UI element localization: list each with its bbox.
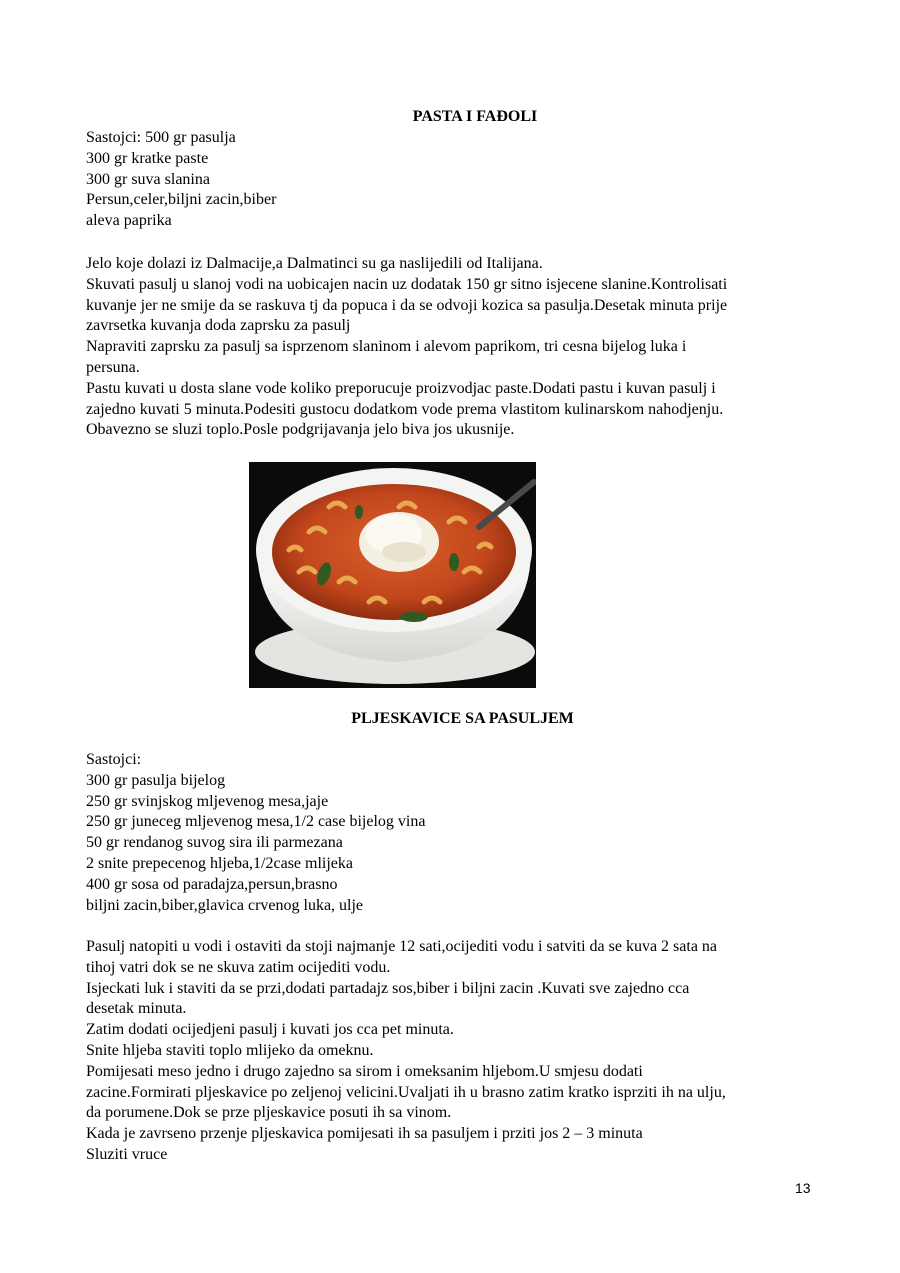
recipe1-ingredients xyxy=(86,128,826,232)
description-line: Isjeckati luk i staviti da se przi,dodati partadajz sos,biber i biljni zacin .Kuvati sve zajedno cca xyxy=(86,979,690,997)
recipe1-description xyxy=(86,254,826,441)
description-line: zavrsetka kuvanja doda zaprsku za pasulj xyxy=(86,317,351,335)
description-line: desetak minuta. xyxy=(86,1000,187,1018)
description-line: zajedno kuvati 5 minuta.Podesiti gustocu dodatkom vode prema vlastitom kulinarskom nahodjenju. xyxy=(86,400,724,418)
description-line: zacine.Formirati pljeskavice po zeljenoj velicini.Uvaljati ih u brasno zatim kratko isprziti ih na ulju, xyxy=(86,1083,726,1101)
ingredient-line: 250 gr svinjskog mljevenog mesa,jaje xyxy=(86,792,329,810)
description-line: kuvanje jer ne smije da se raskuva tj da popuca i da se odvoji kozica sa pasulja.Desetak minuta prije xyxy=(86,296,728,314)
description-line: Obavezno se sluzi toplo.Posle podgrijavanja jelo biva jos ukusnije. xyxy=(86,421,515,439)
description-line: Kada je zavrseno przenje pljeskavica pomijesati ih sa pasuljem i prziti jos 2 – 3 minuta xyxy=(86,1125,643,1143)
ingredient-line: 300 gr kratke paste xyxy=(86,149,209,167)
ingredient-line: 2 snite prepecenog hljeba,1/2case mlijeka xyxy=(86,854,354,872)
recipe-title-pasta-i-fadoli: PASTA I FAĐOLI xyxy=(412,108,538,125)
ingredient-line: Sastojci: 500 gr pasulja xyxy=(86,129,236,146)
recipe2-ingredients xyxy=(86,750,826,916)
description-line: Napraviti zaprsku za pasulj sa isprzenom slaninom i alevom paprikom, tri cesna bijelog luka i xyxy=(86,338,687,356)
description-line: Snite hljeba staviti toplo mlijeko da omeknu. xyxy=(86,1041,374,1059)
ingredient-line: 400 gr sosa od paradajza,persun,brasno xyxy=(86,875,338,893)
recipe2-description xyxy=(86,937,826,1166)
ingredient-line: aleva paprika xyxy=(86,212,172,230)
ingredient-line: 50 gr rendanog suvog sira ili parmezana xyxy=(86,834,343,852)
description-line: Sluziti vruce xyxy=(86,1145,168,1163)
description-line: Pomijesati meso jedno i drugo zajedno sa sirom i omeksanim hljebom.U smjesu dodati xyxy=(86,1062,643,1080)
description-line: Jelo koje dolazi iz Dalmacije,a Dalmatinci su ga naslijedili od Italijana. xyxy=(86,255,543,272)
ingredient-line: Sastojci: xyxy=(86,751,142,768)
description-line: persuna. xyxy=(86,358,140,376)
description-line: Zatim dodati ocijedjeni pasulj i kuvati jos cca pet minuta. xyxy=(86,1021,454,1039)
page-number: 13 xyxy=(795,1180,811,1196)
ingredient-line: biljni zacin,biber,glavica crvenog luka, ulje xyxy=(86,896,364,914)
description-line: tihoj vatri dok se ne skuva zatim ocijediti vodu. xyxy=(86,958,391,976)
description-line: da porumene.Dok se prze pljeskavice posuti ih sa vinom. xyxy=(86,1104,452,1122)
ingredient-line: 300 gr suva slanina xyxy=(86,170,210,188)
soup-bowl-illustration xyxy=(249,462,536,688)
description-line: Skuvati pasulj u slanoj vodi na uobicajen nacin uz dodatak 150 gr sitno isjecene slanine.Kontrolisati xyxy=(86,275,728,293)
ingredient-line: Persun,celer,biljni zacin,biber xyxy=(86,191,277,209)
description-line: Pastu kuvati u dosta slane vode koliko preporucuje proizvodjac paste.Dodati pastu i kuvan pasulj i xyxy=(86,379,716,397)
recipe-title-pljeskavice-sa-pasuljem: PLJESKAVICE SA PASULJEM xyxy=(351,710,574,727)
ingredient-line: 250 gr juneceg mljevenog mesa,1/2 case bijelog vina xyxy=(86,813,426,831)
grated-cheese xyxy=(359,512,439,572)
description-line: Pasulj natopiti u vodi i ostaviti da stoji najmanje 12 sati,ocijediti vodu i satviti da se kuva 2 sata na xyxy=(86,938,718,955)
soup-bowl-photo xyxy=(249,462,536,688)
ingredient-line: 300 gr pasulja bijelog xyxy=(86,771,226,789)
